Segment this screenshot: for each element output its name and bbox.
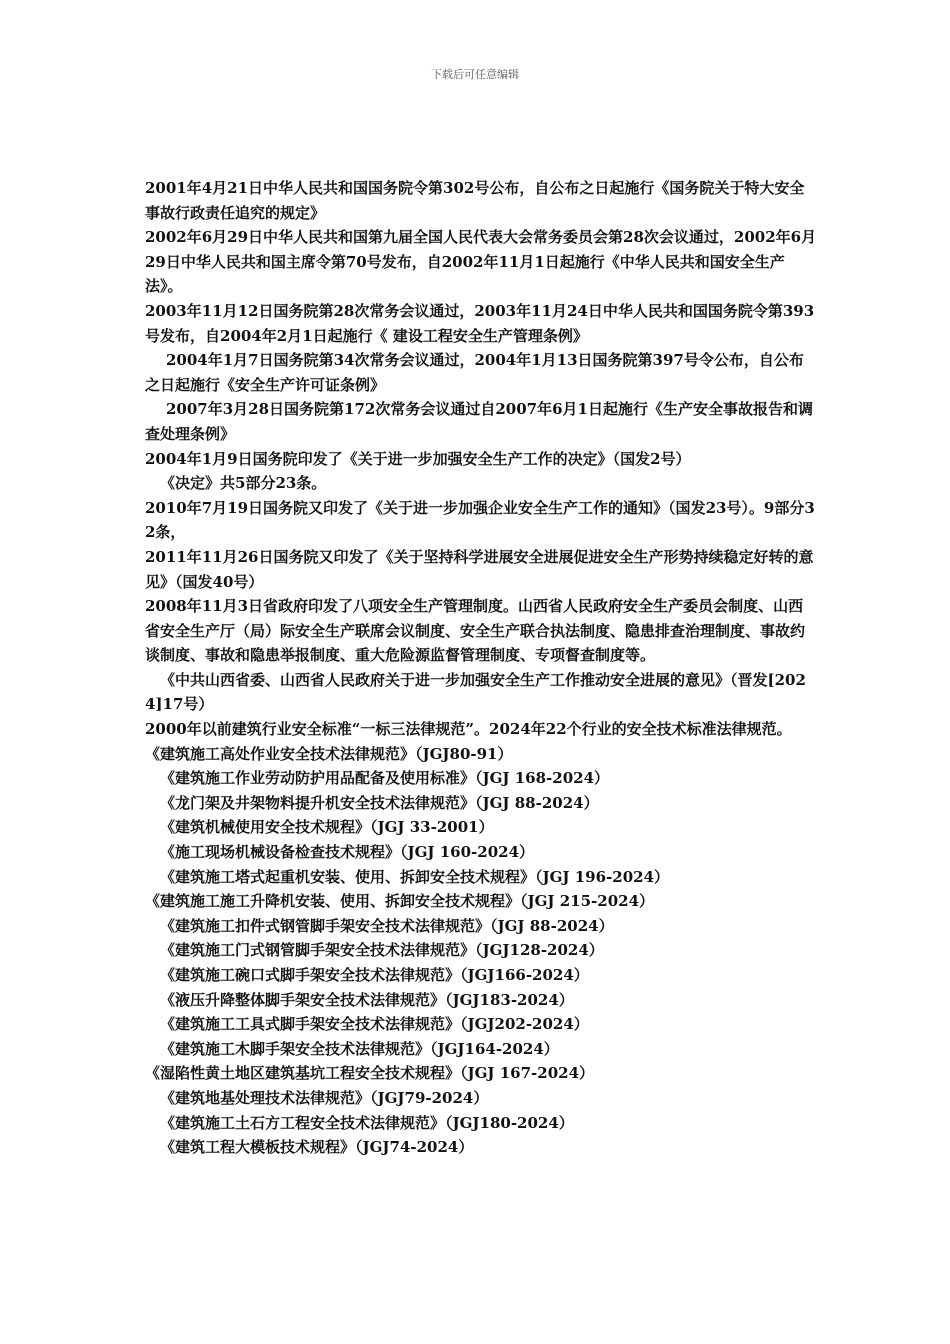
- paragraph: 《建筑施工木脚手架安全技术法律规范》（JGJ164-2024）: [160, 1039, 559, 1058]
- document-body: [145, 176, 817, 1160]
- paragraph: 《建筑施工高处作业安全技术法律规范》（JGJ80-91）: [145, 744, 513, 763]
- paragraph: 2004年1月7日国务院第34次常务会议通过，2004年1月13日国务院第397号令公布，自公布之日起施行《安全生产许可证条例》: [145, 351, 804, 394]
- paragraph: 《中共山西省委、山西省人民政府关于进一步加强安全生产工作推动安全进展的意见》（晋发[2024]17号）: [145, 670, 806, 714]
- paragraph: 2008年11月3日省政府印发了八项安全生产管理制度。山西省人民政府安全生产委员会制度、山西省安全生产厅（局）际安全生产联席会议制度、安全生产联合执法制度、隐患排查治理制度、事故约谈制度、事故和隐患举报制度、重大危险源监督管理制度、专项督查制度等。: [145, 597, 806, 665]
- paragraph: 2011年11月26日国务院又印发了《关于坚持科学进展安全进展促进安全生产形势持续稳定好转的意见》（国发40号）: [145, 547, 814, 591]
- paragraph: 《建筑施工门式钢管脚手架安全技术法律规范》（JGJ128-2024）: [160, 941, 604, 960]
- paragraph: 《建筑施工塔式起重机安装、使用、拆卸安全技术规程》（JGJ 196-2024）: [160, 867, 670, 886]
- paragraph: 2007年3月28日国务院第172次常务会议通过自2007年6月1日起施行《生产安全事故报告和调查处理条例》: [145, 400, 813, 443]
- paragraph: 2003年11月12日国务院第28次常务会议通过，2003年11月24日中华人民共和国国务院令第393号发布，自2004年2月1日起施行《 建设工程安全生产管理条例》: [145, 301, 815, 345]
- paragraph: 2001年4月21日中华人民共和国国务院令第302号公布，自公布之日起施行《国务院关于特大安全事故行政责任追究的规定》: [145, 179, 805, 222]
- paragraph: 《龙门架及井架物料提升机安全技术法律规范》（JGJ 88-2024）: [160, 793, 599, 812]
- paragraph: 2004年1月9日国务院印发了《关于进一步加强安全生产工作的决定》（国发2号）: [145, 449, 691, 468]
- paragraph: 《建筑施工扣件式钢管脚手架安全技术法律规范》（JGJ 88-2024）: [160, 916, 614, 935]
- paragraph: 《液压升降整体脚手架安全技术法律规范》（JGJ183-2024）: [160, 990, 574, 1009]
- paragraph: 《建筑施工工具式脚手架安全技术法律规范》（JGJ202-2024）: [160, 1015, 589, 1034]
- paragraph: 《决定》共5部分23条。: [160, 474, 327, 493]
- paragraph: 《建筑施工土石方工程安全技术法律规范》（JGJ180-2024）: [160, 1113, 574, 1132]
- paragraph: 《湿陷性黄土地区建筑基坑工程安全技术规程》（JGJ 167-2024）: [145, 1064, 595, 1083]
- paragraph: 2000年以前建筑行业安全标准“一标三法律规范”。2024年22个行业的安全技术标准法律规范。: [145, 720, 792, 739]
- paragraph: 《建筑施工作业劳动防护用品配备及使用标准》（JGJ 168-2024）: [160, 769, 610, 788]
- page-header: 下载后可任意编辑: [431, 68, 519, 81]
- paragraph: 2010年7月19日国务院又印发了《关于进一步加强企业安全生产工作的通知》（国发23号）。9部分32条，: [145, 498, 815, 542]
- paragraph: 2002年6月29日中华人民共和国第九届全国人民代表大会常务委员会第28次会议通过，2002年6月29日中华人民共和国主席令第70号发布，自2002年11月1日起施行《中华人民共和国安全生产法》。: [145, 228, 817, 296]
- paragraph: 《建筑机械使用安全技术规程》（JGJ 33-2001）: [160, 818, 494, 837]
- paragraph: 《建筑工程大模板技术规程》（JGJ74-2024）: [160, 1138, 474, 1157]
- paragraph: 《施工现场机械设备检查技术规程》（JGJ 160-2024）: [160, 843, 535, 862]
- paragraph: 《建筑施工施工升降机安装、使用、拆卸安全技术规程》（JGJ 215-2024）: [145, 892, 655, 911]
- paragraph: 《建筑施工碗口式脚手架安全技术法律规范》（JGJ166-2024）: [160, 966, 589, 984]
- paragraph: 《建筑地基处理技术法律规范》（JGJ79-2024）: [160, 1088, 489, 1107]
